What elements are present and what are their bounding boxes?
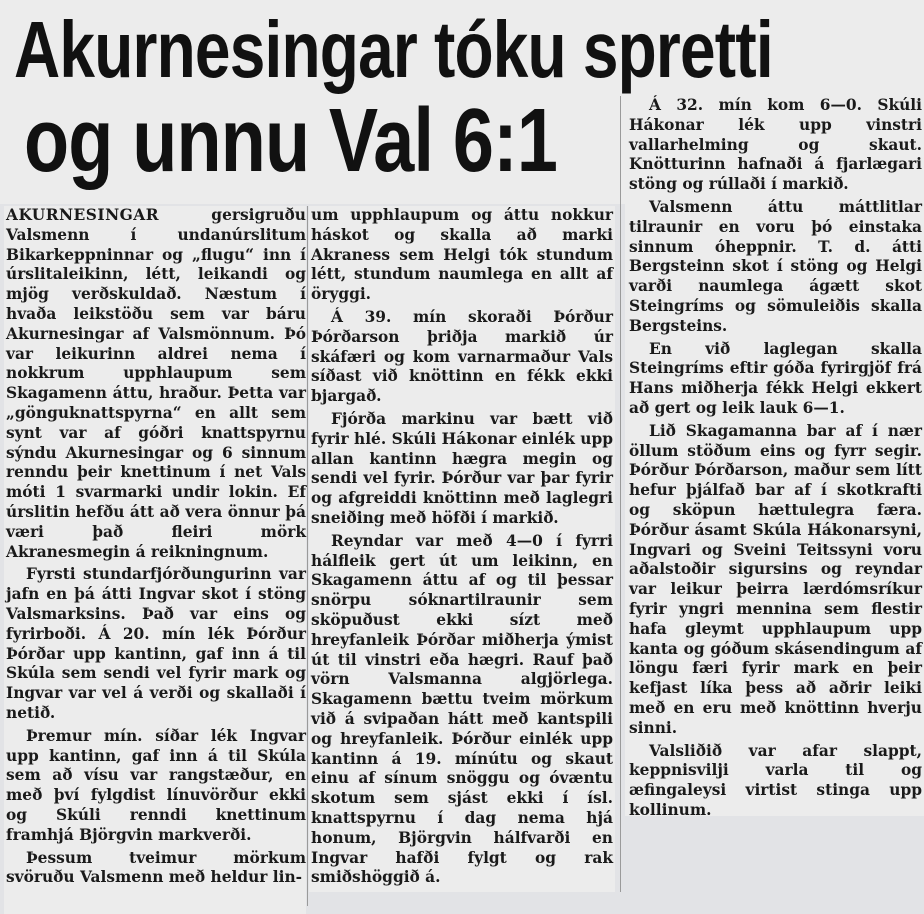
article-column-1 — [4, 206, 306, 914]
lead-word: AKURNESINGAR — [6, 206, 160, 224]
headline-line-2: og unnu Val 6:1 — [24, 91, 558, 191]
paragraph: Á 39. mín skoraði Þórður Þórðarson þriðja markið úr skáfæri og kom varnarmaður Vals síðast við knöttinn en fékk ekki bjargað. — [311, 307, 613, 406]
paragraph: Valsliðið var afar slappt, keppnisvilji varla til og æfingaleysi virtist stinga upp kollinum. — [629, 741, 922, 819]
paragraph: En við laglegan skalla Steingríms eftir góða fyrirgjöf frá Hans miðherja fékk Helgi ekkert að gert og leik lauk 6—1. — [629, 339, 922, 417]
paragraph: Reyndar var með 4—0 í fyrri hálfleik gert út um leikinn, en Skagamenn áttu af og til þessar snörpu sóknartilraunir sem sköpuðust ekki sízt með hreyfanleik Þórðar miðherja ýmist út til vinstri eða hægri. Rauf það vörn Valsmanna algjörlega. Skagamenn bættu tveim mörkum við á svipaðan hátt með kantspili og hreyfanleik. Þórður einlék upp kantinn á 19. mínútu og skaut einu af sínum snöggu og óvæntu skotum sem sjást ekki í ísl. knattspyrnu í dag nema hjá honum, Björgvin hálfvarði en Ingvar hafði fylgt og rak smiðshöggið á. — [311, 531, 613, 887]
paragraph: um upphlaupum og áttu nokkur háskot og skalla að marki Akraness sem Helgi tók stundum létt, stundum naumlega en allt af öryggi. — [311, 206, 613, 304]
paragraph: Þremur mín. síðar lék Ingvar upp kantinn, gaf inn á til Skúla sem að vísu var rangstæður, en með því fylgdist línuvörður ekki og Skúli renndi knettinum framhjá Björgvin markverði. — [6, 726, 306, 844]
column-divider — [307, 206, 308, 906]
paragraph: Þessum tveimur mörkum svöruðu Valsmenn með heldur lin- — [6, 848, 306, 887]
paragraph-text: gersigruðu Valsmenn í undanúrslitum Bikarkeppninnar og „flugu“ inn í úrslitaleikinn, létt, leikandi og mjög verðskuldað. Næstum í hvaða leikstöðu sem var báru Akurnesingar af Valsmönnum. Þó var leikurinn aldrei nema í nokkrum upphlaupum sem Skagamenn áttu, hraður. Þetta var „gönguknattspyrna“ en allt sem synt var af góðri knattspyrnu sýndu Akurnesingar og 6 sinnum renndu þeir knettinum í net Vals móti 1 svarmarki undir lokin. Ef úrslitin hefðu átt að vera önnur þá væri það fleiri mörk Akranesmegin á reikningnum. — [6, 206, 306, 561]
column-divider — [620, 96, 621, 892]
paragraph — [6, 206, 306, 562]
paragraph: Valsmenn áttu máttlitlar tilraunir en voru þó einstaka sinnum óheppnir. T. d. átti Bergsteinn skot í stöng og Helgi varði naumlega ágætt skot Steingríms og sömuleiðis skalla Bergsteins. — [629, 197, 922, 335]
paragraph: Á 32. mín kom 6—0. Skúli Hákonar lék upp vinstri vallarhelming og skaut. Knötturinn hafnaði á fjarlægari stöng og rúllaði í markið. — [629, 96, 922, 194]
article-column-2 — [309, 206, 615, 892]
paragraph: Lið Skagamanna bar af í nær öllum stöðum eins og fyrr segir. Þórður Þórðarson, maður sem lítt hefur þjálfað bar af í skotkrafti og sköpun hættulegra færa. Þórður ásamt Skúla Hákonarsyni, Ingvari og Sveini Teitssyni voru aðalstoðir sigursins og reyndar var leikur þeirra lærdómsríkur fyrir yngri mennina sem flestir hafa gleymt upphlaupum upp kanta og góðum skásendingum af löngu færi fyrir mark en þeir kefjast líka þess að aðrir leiki með en eru með knöttinn hverju sinni. — [629, 421, 922, 737]
headline-line-1: Akurnesingar tóku spretti — [14, 5, 773, 94]
paragraph: Fyrsti stundarfjórðungurinn var jafn en þá átti Ingvar skot í stöng Valsmarksins. Það var eins og fyrirboði. Á 20. mín lék Þórður Þórðar upp kantinn, gaf inn á til Skúla sem sendi vel fyrir mark og Ingvar var vel á verði og skallaði í netið. — [6, 565, 306, 722]
article-column-3 — [625, 96, 924, 819]
paragraph: Fjórða markinu var bætt við fyrir hlé. Skúli Hákonar einlék upp allan kantinn hægra megin og sendi vel fyrir. Þórður var þar fyrir og afgreiddi knöttinn með laglegri sneiðing með höfði í markið. — [311, 409, 613, 527]
